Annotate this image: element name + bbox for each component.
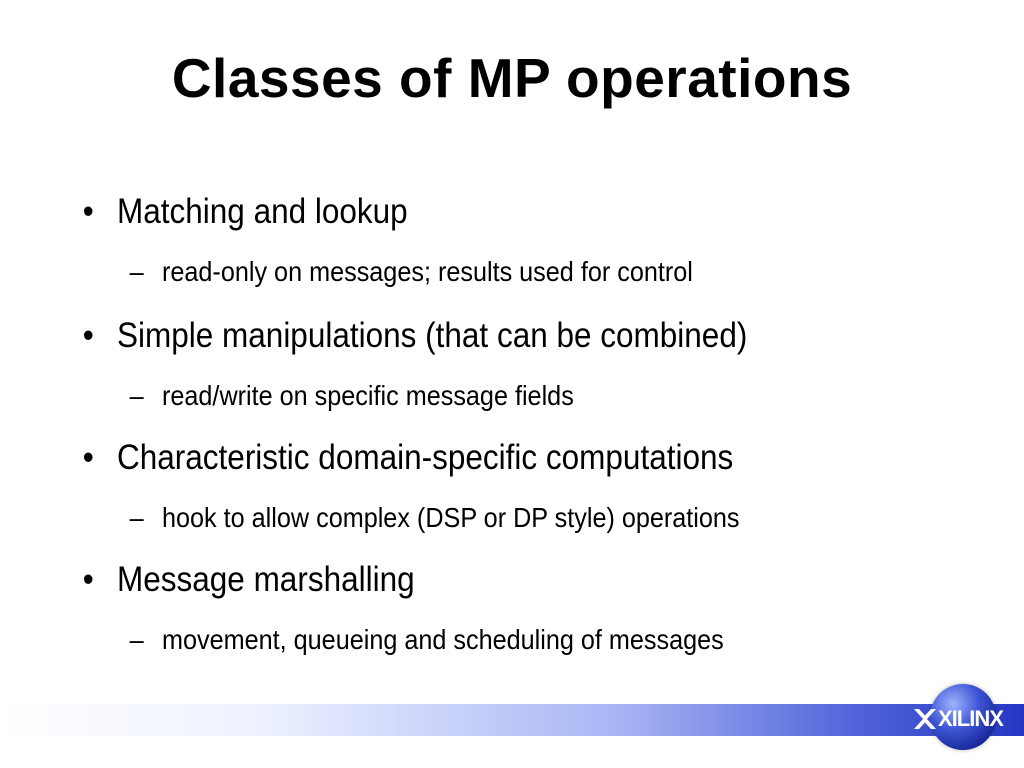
logo-text: XILINX [938, 706, 1003, 731]
sub-bullet-text: hook to allow complex (DSP or DP style) operations [162, 502, 740, 533]
footer-band [0, 704, 1024, 736]
bullet-marker: • [82, 438, 94, 477]
bullet-text: Matching and lookup [117, 192, 408, 231]
sub-bullet-marker: – [129, 624, 144, 655]
sub-bullet-item [129, 502, 740, 534]
sub-bullet-item [129, 624, 724, 656]
sub-bullet-item [129, 256, 693, 288]
sub-bullet-marker: – [129, 256, 144, 287]
sub-bullet-text: read-only on messages; results used for control [162, 256, 693, 287]
bullet-item [82, 192, 408, 232]
bullet-text: Message marshalling [117, 560, 415, 599]
bullet-text: Characteristic domain-specific computations [117, 438, 734, 477]
sub-bullet-item [129, 380, 574, 412]
bullet-marker: • [82, 192, 94, 231]
slide-title: Classes of MP operations [171, 47, 853, 109]
bullet-item [82, 438, 734, 478]
bullet-marker: • [82, 316, 94, 355]
sub-bullet-marker: – [129, 502, 144, 533]
bullet-item [82, 560, 415, 600]
sub-bullet-text: read/write on specific message fields [162, 380, 574, 411]
sub-bullet-marker: – [129, 380, 144, 411]
xilinx-logo [910, 684, 1003, 764]
sub-bullet-text: movement, queueing and scheduling of messages [162, 624, 724, 655]
bullet-text: Simple manipulations (that can be combined) [117, 316, 748, 355]
bullet-item [82, 316, 748, 356]
xilinx-logo-icon [912, 706, 938, 732]
bullet-marker: • [82, 560, 94, 599]
